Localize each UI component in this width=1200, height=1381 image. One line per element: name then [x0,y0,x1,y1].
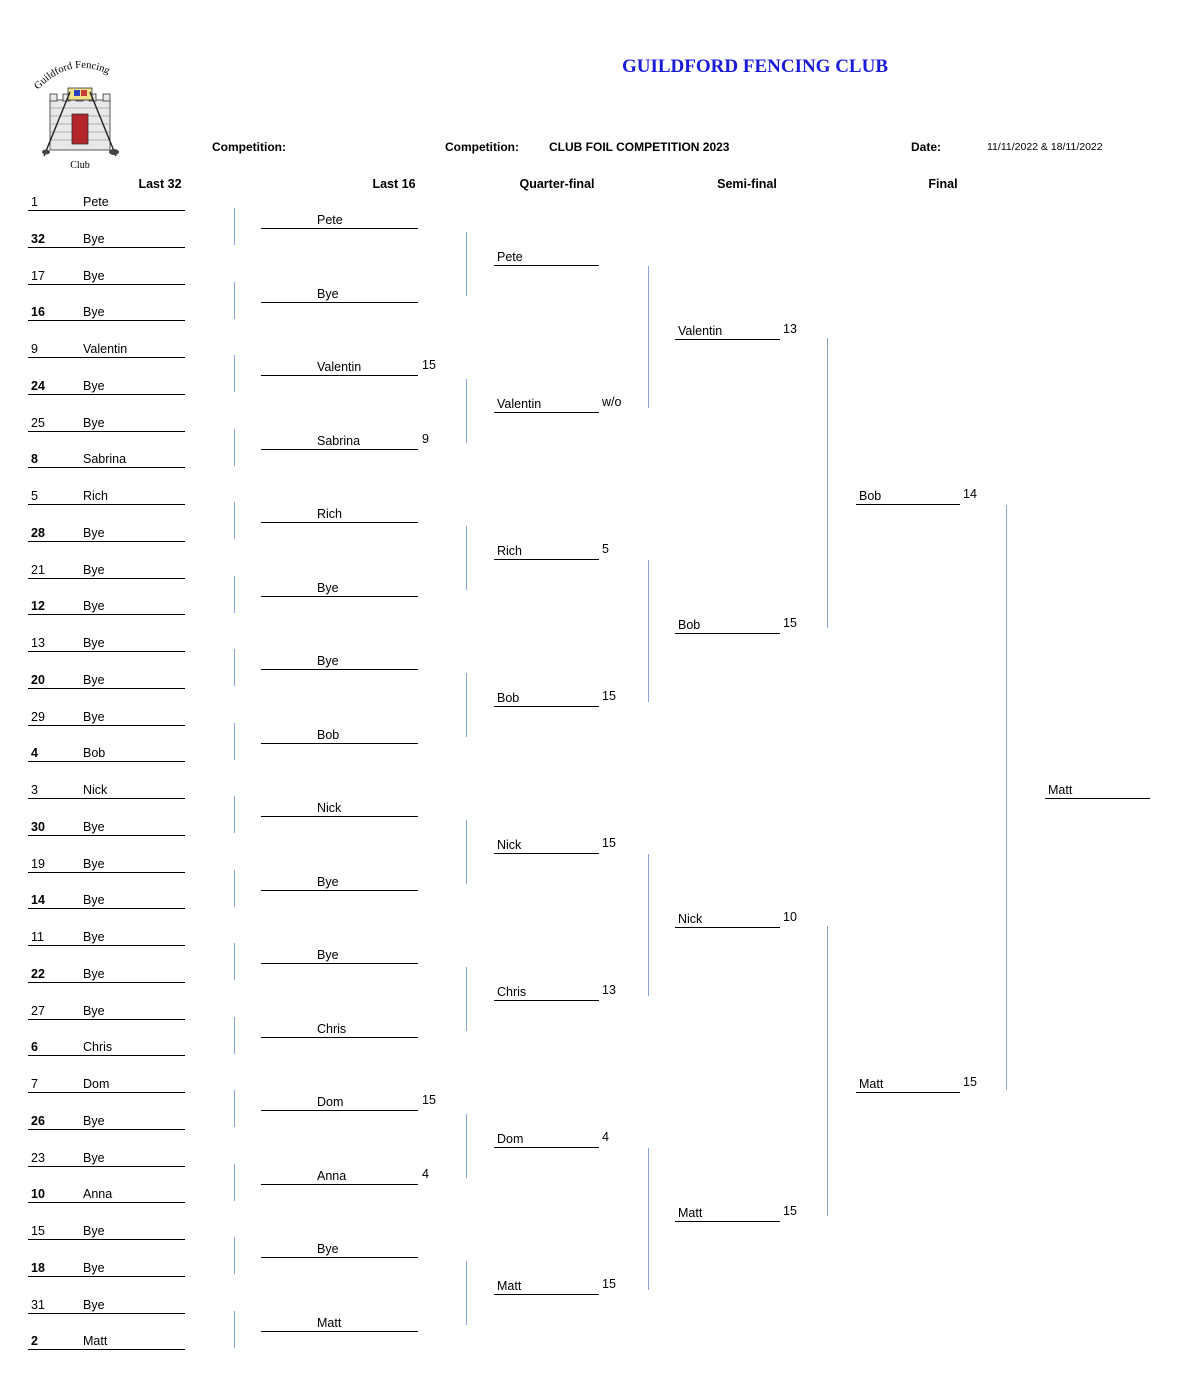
bracket-connector [1006,505,1007,1090]
last16-slot [261,1019,418,1038]
bracket-connector [234,1311,235,1348]
fencer-name: Nick [83,783,108,797]
competition-name: CLUB FOIL COMPETITION 2023 [549,140,730,154]
winner-slot [1045,780,1150,799]
fencer-name: Chris [83,1040,113,1055]
final-slot [856,1074,960,1093]
seed-number: 12 [31,599,45,614]
date-value: 11/11/2022 & 18/11/2022 [987,141,1103,153]
last32-slot [28,1295,185,1314]
bracket-connector [234,576,235,613]
last32-slot [28,560,185,579]
seed-number: 30 [31,819,45,834]
fencer-name: Bye [83,305,105,320]
fencer-name: Bye [83,1297,105,1312]
fencer-name: Bye [317,286,339,301]
last32-slot [28,1221,185,1240]
last32-slot [28,1074,185,1093]
bracket-connector [234,282,235,319]
fencer-name: Bye [83,268,105,283]
bout-score: 14 [963,487,977,501]
fencer-name: Rich [497,544,523,558]
bracket-connector [466,379,467,443]
bracket-connector [234,723,235,760]
fencer-name: Sabrina [83,452,127,467]
bracket-connector [648,560,649,702]
round-header-semi: Semi-final [717,177,777,191]
logo-bottom-text: Club [70,160,90,171]
bracket-connector [466,526,467,590]
last32-slot [28,302,185,321]
fencer-name: Bye [83,893,105,908]
last32-slot [28,1331,185,1350]
quarter-slot [494,1276,599,1295]
last16-slot [261,1239,418,1258]
bracket-connector [648,854,649,996]
fencer-name: Dom [497,1132,524,1146]
fencer-name: Pete [83,195,109,209]
fencer-name: Bye [83,930,105,944]
bout-score: 15 [602,836,616,850]
fencer-name: Chris [317,1021,347,1036]
seed-number: 14 [31,893,45,908]
fencer-name: Bye [83,1224,105,1238]
fencer-name: Pete [317,213,343,227]
seed-number: 5 [31,489,38,503]
last32-slot [28,964,185,983]
last32-slot [28,1184,185,1203]
fencer-name: Anna [317,1168,347,1183]
seed-number: 10 [31,1187,45,1202]
bout-score: 5 [602,542,609,556]
bout-score: 10 [783,910,797,924]
fencer-name: Matt [317,1315,342,1330]
last16-slot [261,1313,418,1332]
fencer-name: Bye [83,819,105,834]
last16-slot [261,357,418,376]
last16-slot [261,651,418,670]
bracket-connector [234,870,235,907]
fencer-name: Dom [317,1095,344,1109]
bout-score: 4 [422,1166,429,1181]
competition-label-2: Competition: [445,140,519,154]
seed-number: 8 [31,452,38,467]
fencer-name: Bye [83,1150,105,1165]
fencer-name: Pete [497,250,523,264]
fencer-name: Bye [83,1113,105,1128]
seed-number: 23 [31,1150,45,1165]
seed-number: 16 [31,305,45,320]
semi-slot [675,321,780,340]
fencer-name: Bye [83,856,105,871]
last32-slot [28,229,185,248]
winner-name: Matt [1048,783,1073,797]
fencer-name: Dom [83,1077,110,1091]
svg-text:Guildford Fencing [32,60,112,92]
last32-slot [28,1111,185,1130]
bout-score: 15 [422,1093,436,1107]
last32-slot [28,633,185,652]
last32-slot [28,927,185,946]
seed-number: 31 [31,1297,45,1312]
last32-slot [28,1001,185,1020]
fencer-name: Bob [859,489,882,503]
seed-number: 28 [31,525,45,540]
club-crest-logo [30,52,130,172]
quarter-slot [494,247,599,266]
fencer-name: Bob [317,727,340,742]
fencer-name: Bye [83,415,105,430]
last32-slot [28,339,185,358]
last32-slot [28,743,185,762]
bout-score: w/o [602,395,622,409]
last32-slot [28,670,185,689]
bout-score: 15 [602,689,616,703]
bracket-connector [234,1017,235,1054]
fencer-name: Chris [497,985,527,999]
fencer-name: Matt [83,1334,108,1349]
fencer-name: Matt [678,1206,703,1220]
last32-slot [28,266,185,285]
fencer-name: Valentin [678,324,723,338]
quarter-slot [494,394,599,413]
bracket-connector [827,338,828,628]
last32-slot [28,1037,185,1056]
last32-slot [28,707,185,726]
bracket-connector [648,1148,649,1290]
last32-slot [28,1258,185,1277]
last32-slot [28,780,185,799]
fencer-name: Nick [678,912,703,926]
last32-slot [28,817,185,836]
date-label: Date: [911,140,942,154]
last16-slot [261,210,418,229]
seed-number: 1 [31,195,38,209]
fencer-name: Bye [83,599,105,614]
fencer-name: Sabrina [317,433,361,448]
last16-slot [261,1092,418,1111]
fencer-name: Anna [83,1187,113,1202]
fencer-name: Matt [859,1077,884,1091]
bracket-connector [234,208,235,245]
fencer-name: Bye [317,654,339,668]
bout-score: 15 [602,1277,616,1291]
last32-slot [28,413,185,432]
semi-slot [675,1203,780,1222]
round-header-last16: Last 16 [372,177,416,191]
last32-slot [28,376,185,395]
fencer-name: Valentin [317,360,362,374]
bracket-connector [234,1164,235,1201]
bracket-connector [466,967,467,1031]
bout-score: 15 [783,616,797,630]
last16-slot [261,872,418,891]
seed-number: 19 [31,856,45,871]
last16-slot [261,504,418,523]
bout-score: 15 [783,1204,797,1218]
bracket-connector [466,820,467,884]
semi-slot [675,615,780,634]
last16-slot [261,945,418,964]
competition-label: Competition: [212,140,286,154]
seed-number: 20 [31,672,45,687]
last16-slot [261,284,418,303]
fencer-name: Bye [317,580,339,595]
seed-number: 18 [31,1260,45,1275]
bout-score: 9 [422,431,429,446]
bracket-connector [648,266,649,408]
fencer-name: Bye [83,1003,105,1018]
seed-number: 7 [31,1077,38,1091]
final-slot [856,486,960,505]
seed-number: 3 [31,783,38,797]
bracket-connector [234,1090,235,1127]
seed-number: 4 [31,746,38,761]
last16-slot [261,725,418,744]
quarter-slot [494,1129,599,1148]
bout-score: 13 [602,983,616,997]
seed-number: 22 [31,966,45,981]
last32-slot [28,1148,185,1167]
bout-score: 4 [602,1130,609,1144]
bracket-connector [466,673,467,737]
fencer-name: Matt [497,1279,522,1293]
fencer-name: Bye [83,231,105,246]
fencer-name: Bye [317,948,339,962]
fencer-name: Bye [83,378,105,393]
fencer-name: Bye [83,1260,105,1275]
last16-slot [261,1166,418,1185]
seed-number: 24 [31,378,45,393]
quarter-slot [494,541,599,560]
fencer-name: Nick [317,801,342,815]
bout-score: 15 [422,358,436,372]
round-header-last32: Last 32 [138,177,182,191]
fencer-name: Bob [678,618,701,632]
quarter-slot [494,835,599,854]
seed-number: 29 [31,709,45,724]
seed-number: 26 [31,1113,45,1128]
seed-number: 6 [31,1040,38,1055]
seed-number: 17 [31,268,45,283]
semi-slot [675,909,780,928]
last32-slot [28,449,185,468]
bracket-connector [234,502,235,539]
fencer-name: Valentin [497,397,542,411]
seed-number: 32 [31,231,45,246]
quarter-slot [494,688,599,707]
fencer-name: Bye [83,672,105,687]
round-header-quarter: Quarter-final [519,177,595,191]
seed-number: 2 [31,1334,38,1349]
seed-number: 13 [31,636,45,650]
bracket-connector [234,943,235,980]
last32-slot [28,523,185,542]
bracket-connector [234,355,235,392]
bracket-connector [234,796,235,833]
last32-slot [28,192,185,211]
last32-slot [28,486,185,505]
fencer-name: Nick [497,838,522,852]
seed-number: 9 [31,342,38,356]
last16-slot [261,431,418,450]
fencer-name: Bye [317,874,339,889]
fencer-name: Bye [317,1242,339,1256]
fencer-name: Rich [83,489,109,503]
last32-slot [28,854,185,873]
fencer-name: Rich [317,507,343,521]
bracket-connector [466,232,467,296]
club-title: GUILDFORD FENCING CLUB [621,56,889,77]
fencer-name: Bye [83,636,105,650]
quarter-slot [494,982,599,1001]
bracket-connector [466,1114,467,1178]
fencer-name: Bob [83,746,106,761]
fencer-name: Bye [83,525,105,540]
fencer-name: Bye [83,562,105,577]
bracket-connector [234,649,235,686]
bout-score: 15 [963,1075,977,1089]
seed-number: 11 [31,930,44,944]
last32-slot [28,890,185,909]
bracket-connector [466,1261,467,1325]
bracket-connector [827,926,828,1216]
seed-number: 21 [31,562,45,577]
last16-slot [261,578,418,597]
fencer-name: Bob [497,691,520,705]
last32-slot [28,596,185,615]
fencer-name: Valentin [83,342,128,356]
seed-number: 25 [31,415,45,430]
bracket-connector [234,1237,235,1274]
fencer-name: Bye [83,709,105,724]
round-header-final: Final [928,177,958,191]
logo-arc-text: Guildford Fencing [32,59,112,92]
last16-slot [261,798,418,817]
bracket-connector [234,429,235,466]
seed-number: 27 [31,1003,45,1018]
bout-score: 13 [783,322,797,336]
fencer-name: Bye [83,966,105,981]
seed-number: 15 [31,1224,45,1238]
